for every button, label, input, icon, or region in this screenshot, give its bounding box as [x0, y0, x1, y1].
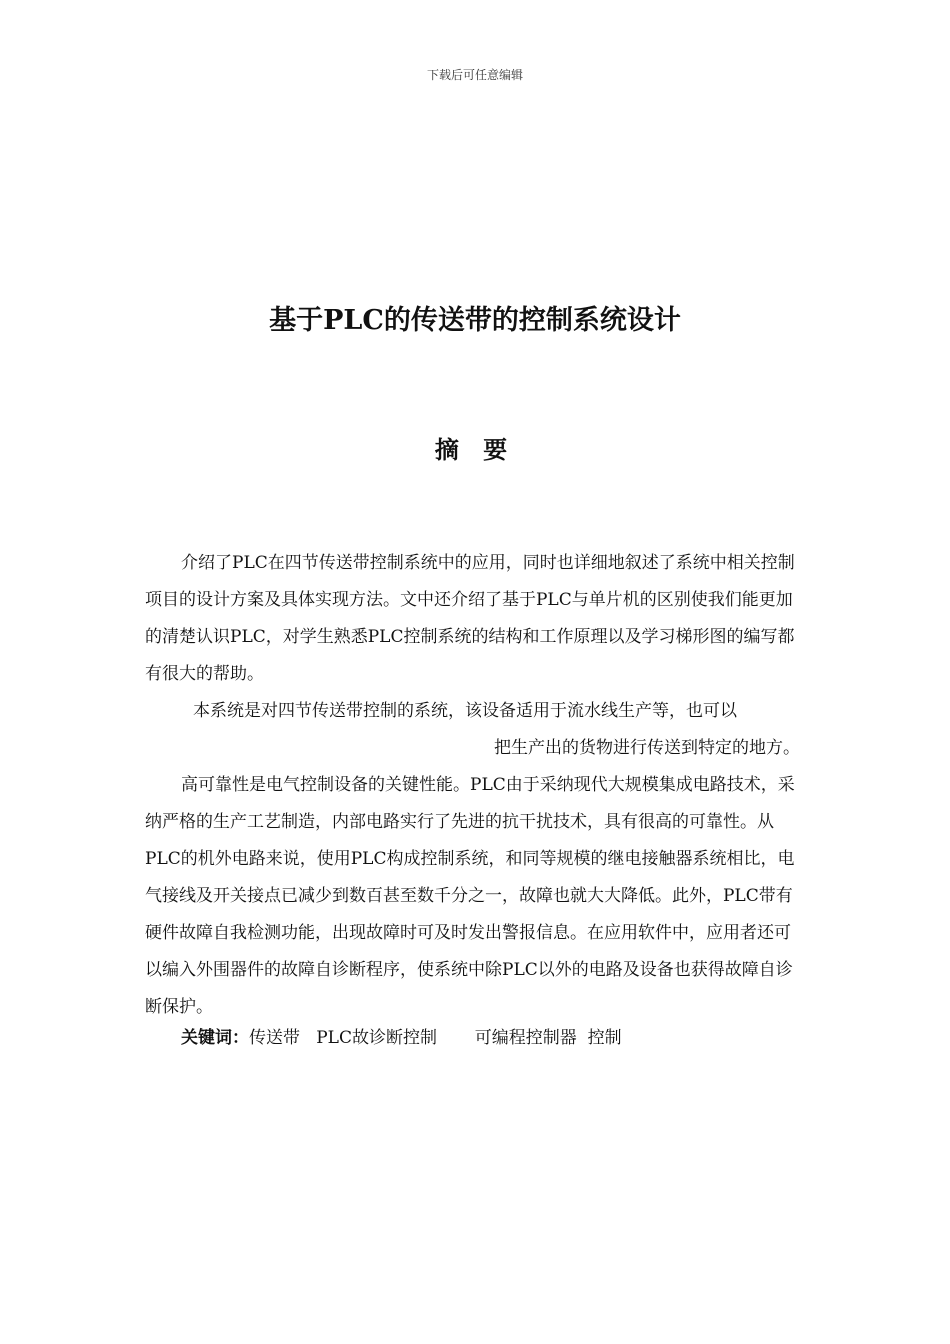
header-note: 下载后可任意编辑 — [426, 68, 523, 82]
document-title: 基于PLC的传送带的控制系统设计 — [269, 305, 681, 336]
keywords-label: 关键词： — [181, 1028, 249, 1048]
abstract-paragraph-1: 介绍了PLC在四节传送带控制系统中的应用，同时也详细地叙述了系统中相关控制项目的设计方案及具体实现方法。文中还介绍了基于PLC与单片机的区别使我们能更加的清楚认识PLC，对学生熟悉PLC控制系统的结构和工作原理以及学习梯形图的编写都有很大的帮助。 — [145, 553, 795, 684]
abstract-paragraph-3: 高可靠性是电气控制设备的关键性能。PLC由于采纳现代大规模集成电路技术，采纳严格的生产工艺制造，内部电路实行了先进的抗干扰技术，具有很高的可靠性。从PLC的机外电路来说，使用PLC构成控制系统，和同等规模的继电接触器系统相比，电气接线及开关接点已减少到数百甚至数千分之一，故障也就大大降低。此外，PLC带有硬件故障自我检测功能，出现故障时可及时发出警报信息。在应用软件中，应用者还可以编入外围器件的故障自诊断程序，使系统中除PLC以外的电路及设备也获得故障自诊断保护。 — [145, 775, 795, 1017]
keywords-terms: 传送带 PLC故诊断控制 可编程控制器 控制 — [249, 1028, 622, 1048]
abstract-paragraph-2-line-2: 把生产出的货物进行传送到特定的地方。 — [494, 738, 800, 758]
abstract-heading: 摘 要 — [434, 435, 516, 464]
keywords-line — [181, 1026, 622, 1050]
abstract-paragraph-2-line-1: 本系统是对四节传送带控制的系统，该设备适用于流水线生产等，也可以 — [193, 701, 737, 721]
